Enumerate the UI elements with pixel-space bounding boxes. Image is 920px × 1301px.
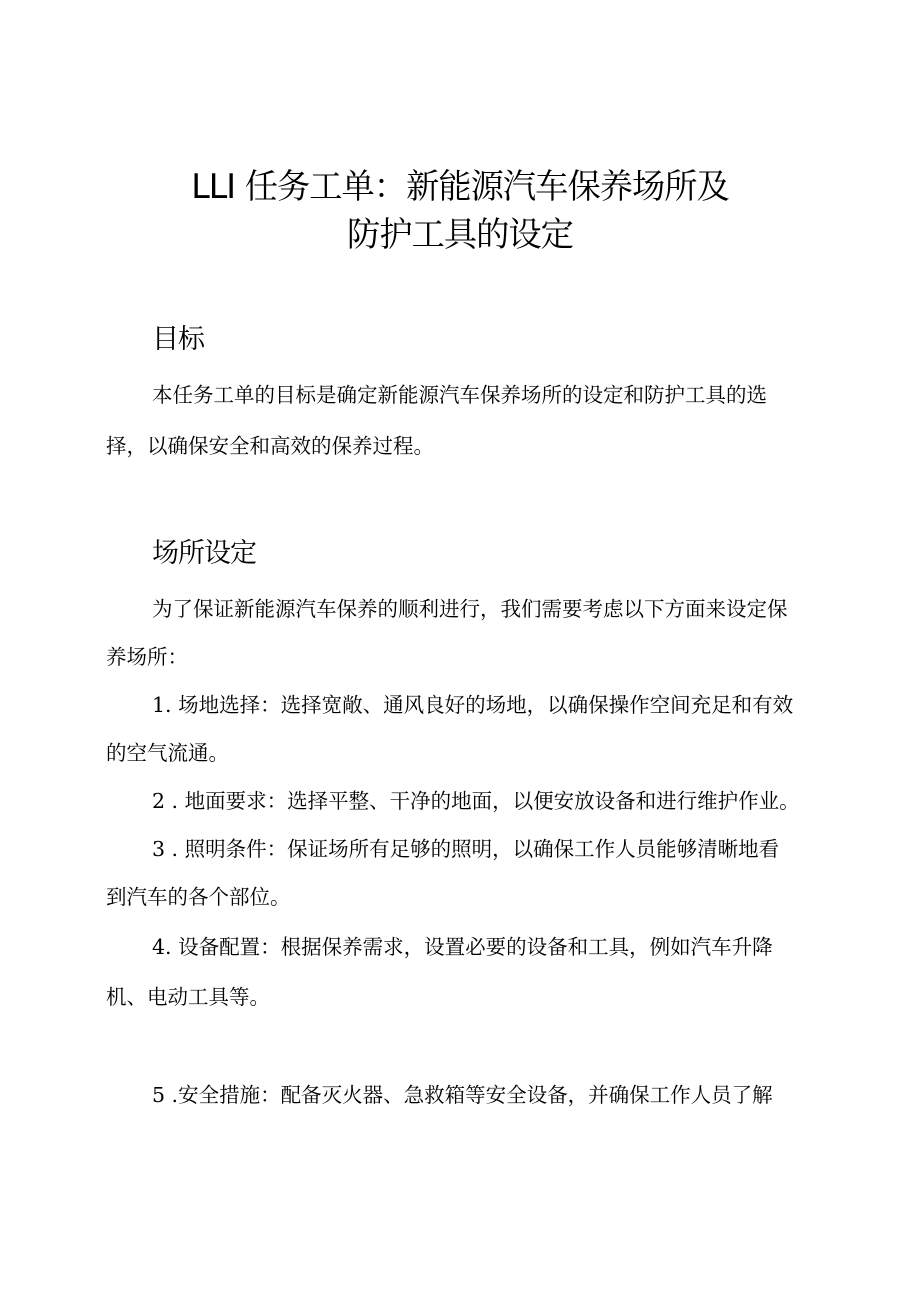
site-item-3-line-1: 3 . 照明条件：保证场所有足够的照明，以确保工作人员能够清晰地看 xyxy=(152,837,780,861)
site-intro-line-2: 养场所： xyxy=(106,645,188,669)
site-intro-line-1: 为了保证新能源汽车保养的顺利进行，我们需要考虑以下方面来设定保 xyxy=(152,597,788,621)
section-heading-objective: 目标 xyxy=(152,324,204,355)
site-item-1-line-2: 的空气流通。 xyxy=(106,741,229,765)
site-item-3-line-2: 到汽车的各个部位。 xyxy=(106,885,291,909)
document-title-line-1: LLI 任务工单：新能源汽车保养场所及 xyxy=(191,167,729,207)
objective-paragraph-line-1: 本任务工单的目标是确定新能源汽车保养场所的设定和防护工具的选 xyxy=(152,383,767,407)
site-item-2-line-1: 2 . 地面要求：选择平整、干净的地面，以便安放设备和进行维护作业。 xyxy=(152,789,800,813)
site-item-4-line-2: 机、电动工具等。 xyxy=(106,985,270,1009)
site-item-5-line-1: 5 .安全措施：配备灭火器、急救箱等安全设备，并确保工作人员了解 xyxy=(152,1083,773,1107)
objective-paragraph-line-2: 择，以确保安全和高效的保养过程。 xyxy=(106,434,434,458)
site-item-1-line-1: 1. 场地选择：选择宽敞、通风良好的场地，以确保操作空间充足和有效 xyxy=(152,693,794,717)
document-title-line-2: 防护工具的设定 xyxy=(347,215,573,255)
section-heading-site-setup: 场所设定 xyxy=(152,538,256,569)
site-item-4-line-1: 4. 设备配置：根据保养需求，设置必要的设备和工具，例如汽车升降 xyxy=(152,935,773,959)
